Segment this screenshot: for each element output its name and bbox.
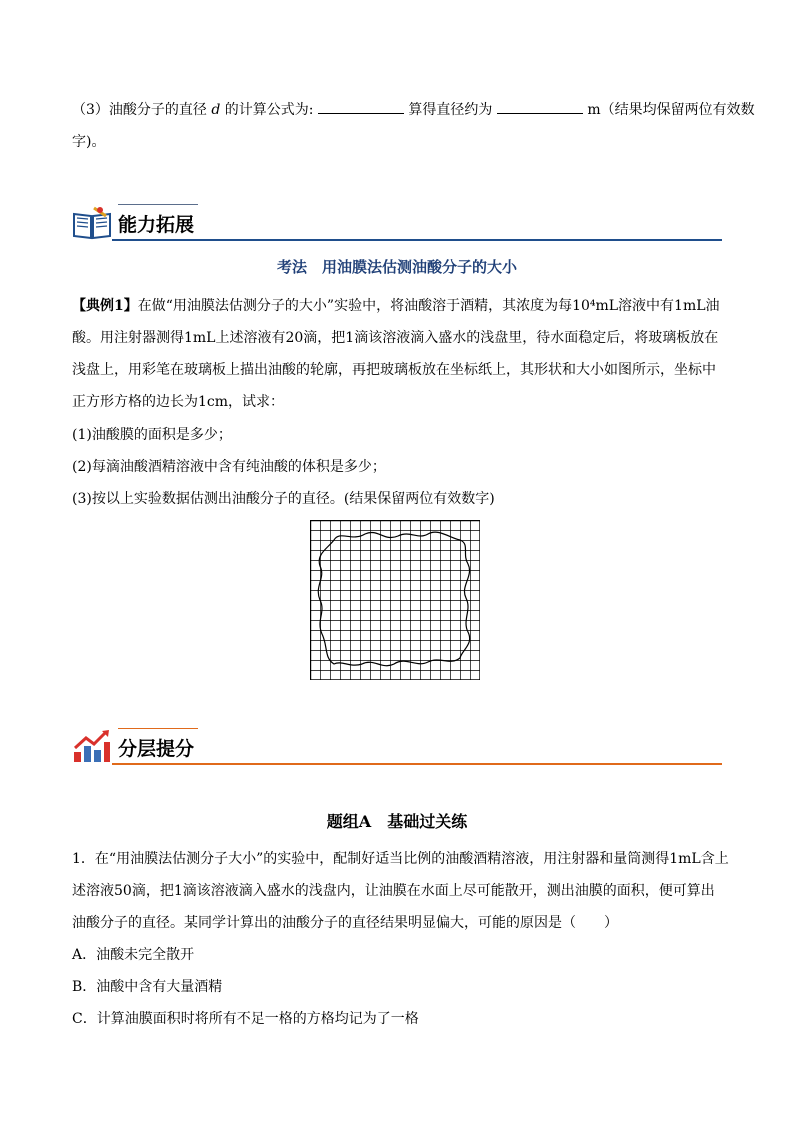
sub-question-2: (2)每滴油酸酒精溶液中含有纯油酸的体积是多少； <box>72 459 386 475</box>
coordinate-grid <box>310 520 480 680</box>
q3-mid: 的计算公式为: <box>224 102 314 118</box>
q3-end: m（结果均保留两位有效数 <box>587 102 755 118</box>
question1-line-3: 油酸分子的直径。某同学计算出的油酸分子的直径结果明显偏大，可能的原因是（ ） <box>72 915 618 931</box>
option-a[interactable]: A．油酸未完全散开 <box>72 947 195 963</box>
section-header-ability <box>72 204 722 244</box>
section-header-layered <box>72 728 722 768</box>
example-line-4: 正方形方格的边长为1cm，试求： <box>72 394 285 410</box>
section-short-rule <box>118 204 198 205</box>
question1-line-1: 1．在“用油膜法估测分子大小”的实验中，配制好适当比例的油酸酒精溶液，用注射器和量筒测得1mL含上 <box>72 851 729 867</box>
example-text-1: 在做“用油膜法估测分子的大小”实验中，将油酸溶于酒精，其浓度为每10⁴mL溶液中有1mL油 <box>137 298 720 314</box>
section-title: 能力拓展 <box>118 214 195 236</box>
example-line-1 <box>72 295 722 317</box>
sub-question-1: (1)油酸膜的面积是多少； <box>72 427 232 443</box>
method-title: 考法 用油膜法估测油酸分子的大小 <box>276 258 517 276</box>
formula-blank[interactable] <box>318 99 404 114</box>
option-c[interactable]: C．计算油膜面积时将所有不足一格的方格均记为了一格 <box>72 1011 419 1027</box>
section-rule <box>112 763 722 765</box>
example-line-3: 浅盘上，用彩笔在玻璃板上描出油酸的轮廓，再把玻璃板放在坐标纸上，其形状和大小如图所示，坐标中 <box>72 362 716 378</box>
section-title: 分层提分 <box>118 738 195 760</box>
q3-line <box>72 99 755 121</box>
oil-film-grid-figure <box>310 520 480 680</box>
section-rule <box>112 239 722 241</box>
section-short-rule <box>118 728 198 729</box>
oil-film-outline <box>318 532 469 666</box>
bar-chart-rising-icon <box>72 728 112 764</box>
q3-variable: d <box>211 102 221 118</box>
group-title: 题组A 基础过关练 <box>326 812 468 831</box>
question1-line-2: 述溶液50滴，把1滴该溶液滴入盛水的浅盘内，让油膜在水面上尽可能散开，测出油膜的面积，便可算出 <box>72 883 715 899</box>
example-line-2: 酸。用注射器测得1mL上述溶液有20滴，把1滴该溶液滴入盛水的浅盘里，待水面稳定后，将玻璃板放在 <box>72 330 719 346</box>
q3-mid2: 算得直径约为 <box>408 102 493 118</box>
q3-line-cont: 字)。 <box>72 134 106 150</box>
example-tag: 【典例1】 <box>72 298 138 314</box>
open-book-icon <box>72 204 112 240</box>
sub-question-3: (3)按以上实验数据估测出油酸分子的直径。(结果保留两位有效数字) <box>72 491 495 507</box>
q3-label: （3）油酸分子的直径 <box>72 102 207 118</box>
option-b[interactable]: B．油酸中含有大量酒精 <box>72 979 223 995</box>
diameter-blank[interactable] <box>497 99 583 114</box>
